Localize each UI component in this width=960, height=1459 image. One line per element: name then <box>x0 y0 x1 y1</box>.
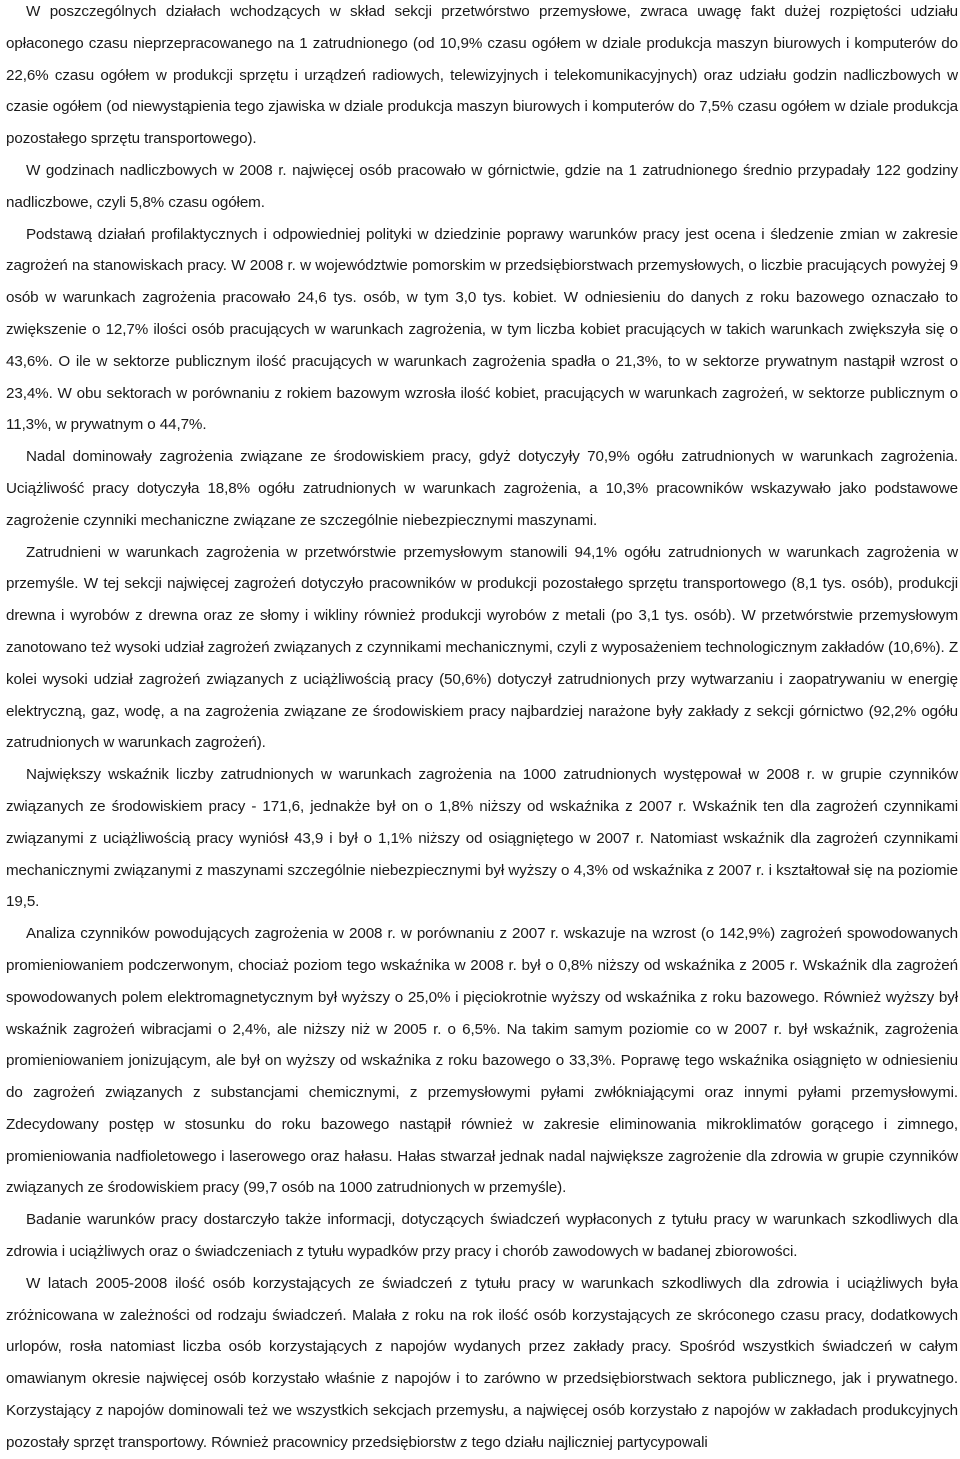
paragraph-hazard-assessment: Podstawą działań profilaktycznych i odpowiedniej polityki w dziedzinie poprawy warunków pracy jest ocena i śledzenie zmian w zakresie zagrożeń na stanowiskach pracy. W 2008 r. w województwie pomorskim w przedsiębiorstwach przemysłowych, o liczbie pracujących powyżej 9 osób w warunkach zagrożenia pracowało 24,6 tys. osób, w tym 3,0 tys. kobiet. W odniesieniu do danych z roku bazowego oznaczało to zwiększenie o 12,7% ilości osób pracujących w warunkach zagrożenia, w tym liczba kobiet pracujących w takich warunkach zwiększyła się o 43,6%. O ile w sektorze publicznym ilość pracujących w warunkach zagrożenia spadła o 21,3%, to w sektorze prywatnym nastąpił wzrost o 23,4%. W obu sektorach w porównaniu z rokiem bazowym wzrosła ilość kobiet, pracujących w warunkach zagrożeń, w sektorze publicznym o 11,3%, w prywatnym o 44,7%. <box>6 225 958 434</box>
paragraph-overtime-variation: W poszczególnych działach wchodzących w skład sekcji przetwórstwo przemysłowe, zwraca uwagę fakt dużej rozpiętości udziału opłaconego czasu nieprzepracowanego na 1 zatrudnionego (od 10,9% czasu ogółem w dziale produkcja maszyn biurowych i komputerów do 22,6% czasu ogółem w produkcji sprzętu i urządzeń radiowych, telewizyjnych i telekomunikacyjnych) oraz udziału godzin nadliczbowych w czasie ogółem (od niewystąpienia tego zjawiska w dziale produkcja maszyn biurowych i komputerów do 7,5% czasu ogółem w dziale produkcja pozostałego sprzętu transportowego). <box>6 3 958 148</box>
paragraph-hazard-index: Największy wskaźnik liczby zatrudnionych w warunkach zagrożenia na 1000 zatrudnionych występował w 2008 r. w grupie czynników związanych ze środowiskiem pracy - 171,6, jednakże był on o 1,8% niższy od wskaźnika z 2007 r. Wskaźnik ten dla zagrożeń czynnikami związanymi z uciążliwością pracy wyniósł 43,9 i był o 1,1% niższy od osiągniętego w 2007 r. Natomiast wskaźnik dla zagrożeń czynnikami mechanicznymi związanymi z maszynami szczególnie niebezpiecznymi był wyższy o 4,3% od wskaźnika z 2007 r. i kształtował się na poziomie 19,5. <box>6 766 958 911</box>
paragraph-mining-overtime: W godzinach nadliczbowych w 2008 r. najwięcej osób pracowało w górnictwie, gdzie na 1 zatrudnionego średnio przypadały 122 godziny nadliczbowe, czyli 5,8% czasu ogółem. <box>6 161 958 211</box>
paragraph-hazard-factors-analysis: Analiza czynników powodujących zagrożenia w 2008 r. w porównaniu z 2007 r. wskazuje na wzrost (o 142,9%) zagrożeń spowodowanych promieniowaniem podczerwonym, chociaż poziom tego wskaźnika w 2008 r. był o 0,8% niższy od wskaźnika z 2005 r. Wskaźnik dla zagrożeń spowodowanych polem elektromagnetycznym był wyższy o 25,0% i pięciokrotnie wyższy od wskaźnika z roku bazowego. Również wyższy był wskaźnik zagrożeń wibracjami o 2,4%, ale niższy niż w 2005 r. o 6,5%. Na takim samym poziomie co w 2007 r. był wskaźnik, zagrożenia promieniowaniem jonizującym, ale był on wyższy od wskaźnika z roku bazowego o 33,3%. Poprawę tego wskaźnika osiągnięto w odniesieniu do zagrożeń związanych z substancjami chemicznymi, z przemysłowymi pyłami zwłókniającymi oraz innymi pyłami przemysłowymi. Zdecydowany postęp w stosunku do roku bazowego nastąpił również w zakresie eliminowania mikroklimatów gorącego i zimnego, promieniowania nadfioletowego i laserowego oraz hałasu. Hałas stwarzał jednak nadal największe zagrożenie dla zdrowia w grupie czynników związanych ze środowiskiem pracy (99,7 osób na 1000 zatrudnionych w przemyśle). <box>6 925 958 1197</box>
paragraph-benefits-survey: Badanie warunków pracy dostarczyło także informacji, dotyczących świadczeń wypłaconych z tytułu pracy w warunkach szkodliwych dla zdrowia i uciążliwych oraz o świadczeniach z tytułu wypadków przy pracy i chorób zawodowych w badanej zbiorowości. <box>6 1211 958 1261</box>
paragraph-benefits-2005-2008: W latach 2005-2008 ilość osób korzystających ze świadczeń z tytułu pracy w warunkach szkodliwych dla zdrowia i uciążliwych była zróżnicowana w zależności od rodzaju świadczeń. Malała z roku na rok ilość osób korzystających ze skróconego czasu pracy, dodatkowych urlopów, rosła natomiast liczba osób korzystających z napojów wydanych przez zakłady pracy. Spośród wszystkich świadczeń w całym omawianym okresie najwięcej osób korzystało właśnie z napojów i to zarówno w przedsiębiorstwach sektora publicznego, jak i prywatnego. Korzystający z napojów dominowali też we wszystkich sekcjach przemysłu, a najwięcej osób korzystało z napojów w zakładach produkcyjnych pozostały sprzęt transportowy. Również pracownicy przedsiębiorstw z tego działu najliczniej partycypowali <box>6 1274 958 1451</box>
paragraph-environment-hazards: Nadal dominowały zagrożenia związane ze środowiskiem pracy, gdyż dotyczyły 70,9% ogółu zatrudnionych w warunkach zagrożenia. Uciążliwość pracy dotyczyła 18,8% ogółu zatrudnionych w warunkach zagrożenia, a 10,3% pracowników wskazywało jako podstawowe zagrożenie czynniki mechaniczne związane ze szczególnie niebezpiecznymi maszynami. <box>6 448 958 529</box>
paragraph-manufacturing-hazards: Zatrudnieni w warunkach zagrożenia w przetwórstwie przemysłowym stanowili 94,1% ogółu zatrudnionych w warunkach zagrożenia w przemyśle. W tej sekcji najwięcej zagrożeń dotyczyło pracowników w produkcji pozostałego sprzętu transportowego (8,1 tys. osób), produkcji drewna i wyrobów z drewna oraz ze słomy i wikliny również produkcji wyrobów z metali (po 3,1 tys. osób). W przetwórstwie przemysłowym zanotowano też wysoki udział zagrożeń związanych z czynnikami mechanicznymi, czyli z wyposażeniem technologicznym zakładów (10,6%). Z kolei wysoki udział zagrożeń związanych z uciążliwością pracy (50,6%) dotyczył zatrudnionych przy wytwarzaniu i zaopatrywaniu w energię elektryczną, gaz, wodę, a na zagrożenia związane ze środowiskiem pracy najbardziej narażone były zakłady z sekcji górnictwo (92,2% ogółu zatrudnionych w warunkach zagrożeń). <box>6 543 958 752</box>
document-page <box>6 0 958 1459</box>
